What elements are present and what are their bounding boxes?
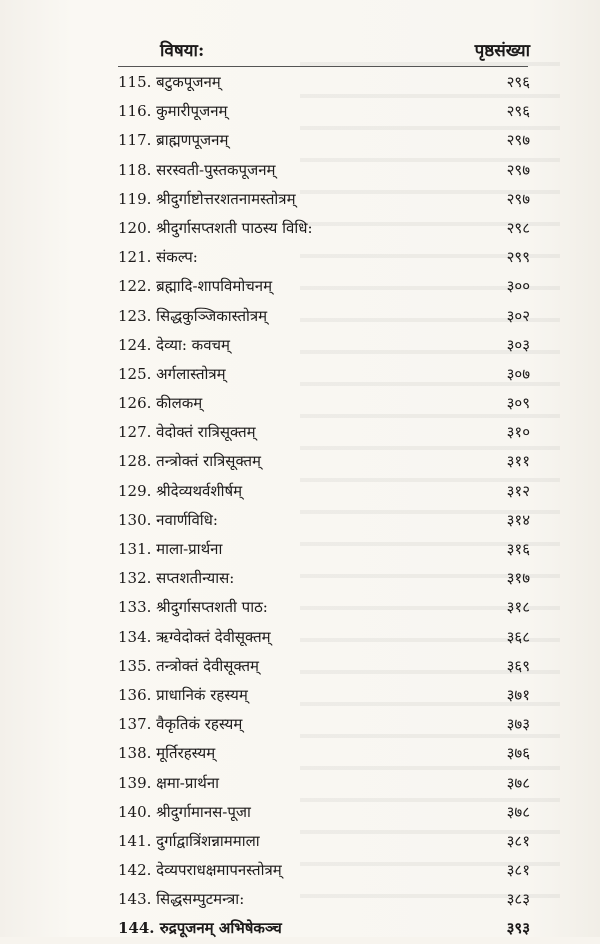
entry-title: 131. माला-प्रार्थना [118,540,223,558]
entry-page-number: ३१० [506,423,530,442]
entry-page-number: ३७६ [506,744,530,763]
entry-page-number: ३६८ [506,627,530,646]
toc-header [150,38,530,64]
entry-title: 128. तन्त्रोक्तं रात्रिसूक्तम् [118,452,262,471]
toc-entry [118,739,530,768]
entry-page-number: ३१८ [506,598,530,617]
toc-entry [118,564,530,593]
toc-entry [118,389,530,418]
entry-title: 143. सिद्धसम्पुटमन्त्रा: [118,890,245,909]
toc-entry [118,856,530,885]
entry-title: 118. सरस्वती-पुस्तकपूजनम् [118,160,276,179]
entry-title: 115. बटुकपूजनम् [118,73,221,91]
entry-title: 136. प्राधानिकं रहस्यम् [118,685,248,704]
toc-entry [118,593,530,622]
entry-page-number: ३१६ [506,540,530,558]
entry-title: 126. कीलकम् [118,394,203,413]
toc-entry [118,506,530,535]
entry-title: 135. तन्त्रोक्तं देवीसूक्तम् [118,656,260,675]
entry-page-number: २९७ [506,131,530,150]
toc-entry [118,214,530,243]
entry-page-number: ३८१ [506,861,530,880]
entry-title: 122. ब्रह्मादि-शापविमोचनम् [118,277,273,296]
toc-entry [118,272,530,301]
toc-entry [118,126,530,155]
entry-page-number: ३०९ [506,394,530,413]
entry-page-number: ३०७ [506,364,530,383]
toc-entry [118,710,530,739]
entry-page-number: ३०० [506,277,530,296]
entry-page-number: २९९ [506,248,530,267]
entry-title: 120. श्रीदुर्गासप्तशती पाठस्य विधि: [118,218,313,237]
entry-page-number: २९८ [506,218,530,237]
entry-title: 134. ऋग्वेदोक्तं देवीसूक्तम् [118,627,271,646]
entry-page-number: २९७ [506,160,530,179]
entry-title: 137. वैकृतिकं रहस्यम् [118,715,243,734]
entry-title: 130. नवार्णविधि: [118,510,218,529]
entry-title: 129. श्रीदेव्यथर्वशीर्षम् [118,481,243,500]
entry-page-number: ३७८ [506,773,530,792]
entry-title: 138. मूर्तिरहस्यम् [118,744,216,763]
entry-page-number: ३०३ [506,335,530,354]
entry-title: 125. अर्गलास्तोत्रम् [118,364,226,383]
toc-entry [118,914,530,943]
entry-title: 133. श्रीदुर्गासप्तशती पाठ: [118,598,268,617]
entry-page-number: ३७८ [506,802,530,821]
entry-title: 127. वेदोक्तं रात्रिसूक्तम् [118,423,256,442]
entry-page-number: ३१७ [506,569,530,588]
toc-entry [118,827,530,856]
entry-title: 116. कुमारीपूजनम् [118,102,228,121]
toc-entry [118,243,530,272]
toc-entry [118,97,530,126]
toc-entry [118,156,530,185]
entry-title: 117. ब्राह्मणपूजनम् [118,131,229,150]
entry-page-number: ३१४ [506,510,530,529]
toc-entry [118,477,530,506]
entry-page-number: ३८३ [506,890,530,909]
subject-column-heading: विषया: [160,41,205,61]
entry-title: 144. रुद्रपूजनम् अभिषेकञ्च [118,919,282,938]
entry-title: 140. श्रीदुर्गामानस-पूजा [118,802,251,821]
entry-title: 139. क्षमा-प्रार्थना [118,773,220,792]
toc-list [118,68,530,944]
toc-entry [118,885,530,914]
entry-page-number: ३०२ [506,306,530,325]
entry-title: 121. संकल्प: [118,248,198,267]
entry-page-number: ३७१ [506,685,530,704]
toc-entry [118,68,530,97]
entry-title: 124. देव्या: कवचम् [118,335,231,354]
entry-title: 119. श्रीदुर्गाष्टोत्तरशतनामस्तोत्रम् [118,189,296,208]
header-rule [118,66,528,67]
toc-entry [118,418,530,447]
entry-page-number: ३८१ [506,831,530,850]
toc-entry [118,360,530,389]
entry-page-number: २९७ [506,189,530,208]
entry-page-number: ३११ [506,452,530,471]
toc-entry [118,623,530,652]
entry-page-number: ३१२ [506,481,530,500]
entry-title: 123. सिद्धकुञ्जिकास्तोत्रम् [118,306,268,325]
entry-title: 142. देव्यपराधक्षमापनस्तोत्रम् [118,861,282,880]
entry-page-number: ३७३ [506,715,530,734]
toc-entry [118,798,530,827]
entry-page-number: ३६९ [506,656,530,675]
toc-entry [118,447,530,476]
toc-entry [118,681,530,710]
toc-entry [118,185,530,214]
toc-entry [118,331,530,360]
toc-entry [118,769,530,798]
page-number-column-heading: पृष्ठसंख्या [474,41,530,61]
toc-entry [118,535,530,564]
entry-page-number: २९६ [506,102,530,121]
entry-page-number: ३९३ [506,919,530,938]
entry-page-number: २९६ [506,73,530,91]
toc-entry [118,652,530,681]
entry-title: 141. दुर्गाद्वात्रिंशन्नाममाला [118,831,260,850]
entry-title: 132. सप्तशतीन्यास: [118,569,235,588]
toc-entry [118,302,530,331]
